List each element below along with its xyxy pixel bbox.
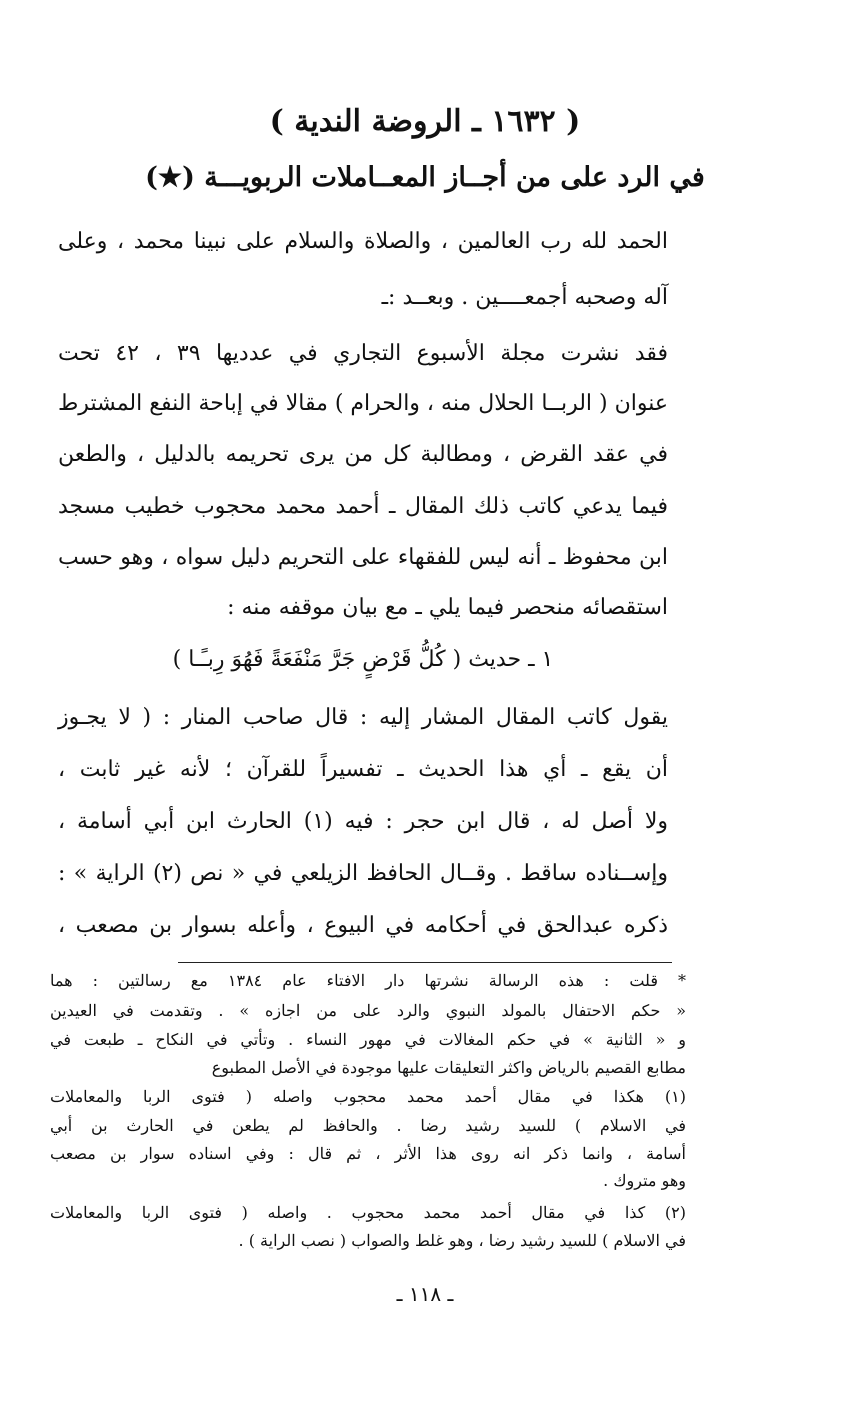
body-line: عنوان ( الربــا الحلال منه ، والحرام ) مقالا في إباحة النفع المشترط [57,391,668,416]
footnote-line: و « الثانية » في حكم المغالات في مهور النساء . وتأتي في النكاح ـ طبعت في [50,1030,686,1049]
hadith-line: ١ ـ حديث ( كُلُّ قَرْضٍ جَرَّ مَنْفَعَةً فَهُوَ رِبـًـا ) [172,647,554,672]
footnote-line: (١) هكذا في مقال أحمد محمد محجوب واصله ( فتوى الربا والمعاملات [50,1087,686,1106]
body-line: استقصائه منحصر فيما يلي ـ مع بيان موقفه منه : [227,595,668,620]
fatwa-title: ( ١٦٣٢ ـ الروضة الندية ) [269,104,581,139]
footnote-line: مطابع القصيم بالرياض واكثر التعليقات عليها موجودة في الأصل المطبوع [211,1058,686,1077]
body-line: الحمد لله رب العالمين ، والصلاة والسلام على نبينا محمد ، وعلى [58,229,668,254]
body-line: ابن محفوظ ـ أنه ليس للفقهاء على التحريم دليل سواه ، وهو حسب [58,545,668,570]
body-line: وإســناده ساقط . وقــال الحافظ الزيلعي في « نص (٢) الراية » : [58,861,668,886]
footnote-line: في الاسلام ) للسيد رشيد رضا . والحافظ لم يطعن في الحارث بن أبي [50,1116,686,1135]
footnote-line: أسامة ، وانما ذكر انه روى هذا الأثر ، ثم قال : وفي اسناده سوار بن مصعب [50,1144,686,1163]
body-line: أن يقع ـ أي هذا الحديث ـ تفسيراً للقرآن ؛ لأنه غير ثابت ، [58,757,668,782]
footnote-line: (٢) كذا في مقال أحمد محمد محجوب . واصله ( فتوى الربا والمعاملات [50,1203,686,1222]
body-line: فيما يدعي كاتب ذلك المقال ـ أحمد محمد محجوب خطيب مسجد [58,494,668,519]
body-line: آله وصحبه أجمعــــين . وبعــد :ـ [381,285,668,310]
body-line: ولا أصل له ، قال ابن حجر : فيه (١) الحارث ابن أبي أسامة ، [58,809,669,834]
body-line: في عقد القرض ، ومطالبة كل من يرى تحريمه بالدليل ، والطعن [58,442,668,467]
body-line: يقول كاتب المقال المشار إليه : قال صاحب المنار : ( لا يجـوز [58,705,668,730]
footnote-line: * قلت : هذه الرسالة نشرتها دار الافتاء عام ١٣٨٤ مع رسالتين : هما [50,971,687,990]
body-line: فقد نشرت مجلة الأسبوع التجاري في عدديها ٣٩ ، ٤٢ تحت [58,341,668,366]
footnote-line: « حكم الاحتفال بالمولد النبوي والرد على من اجازه » . وتقدمت في العيدين [50,1001,686,1020]
body-line: ذكره عبدالحق في أحكامه في البيوع ، وأعله بسوار بن مصعب ، [58,913,668,938]
page-number: ـ ١١٨ ـ [396,1282,454,1306]
footnote-line: في الاسلام ) للسيد رشيد رضا ، وهو غلط والصواب ( نصب الراية ) . [238,1231,686,1250]
footnote-line: وهو متروك . [603,1171,686,1190]
fatwa-subtitle: في الرد على من أجــاز المعــاملات الربويـــة (★) [145,162,705,193]
